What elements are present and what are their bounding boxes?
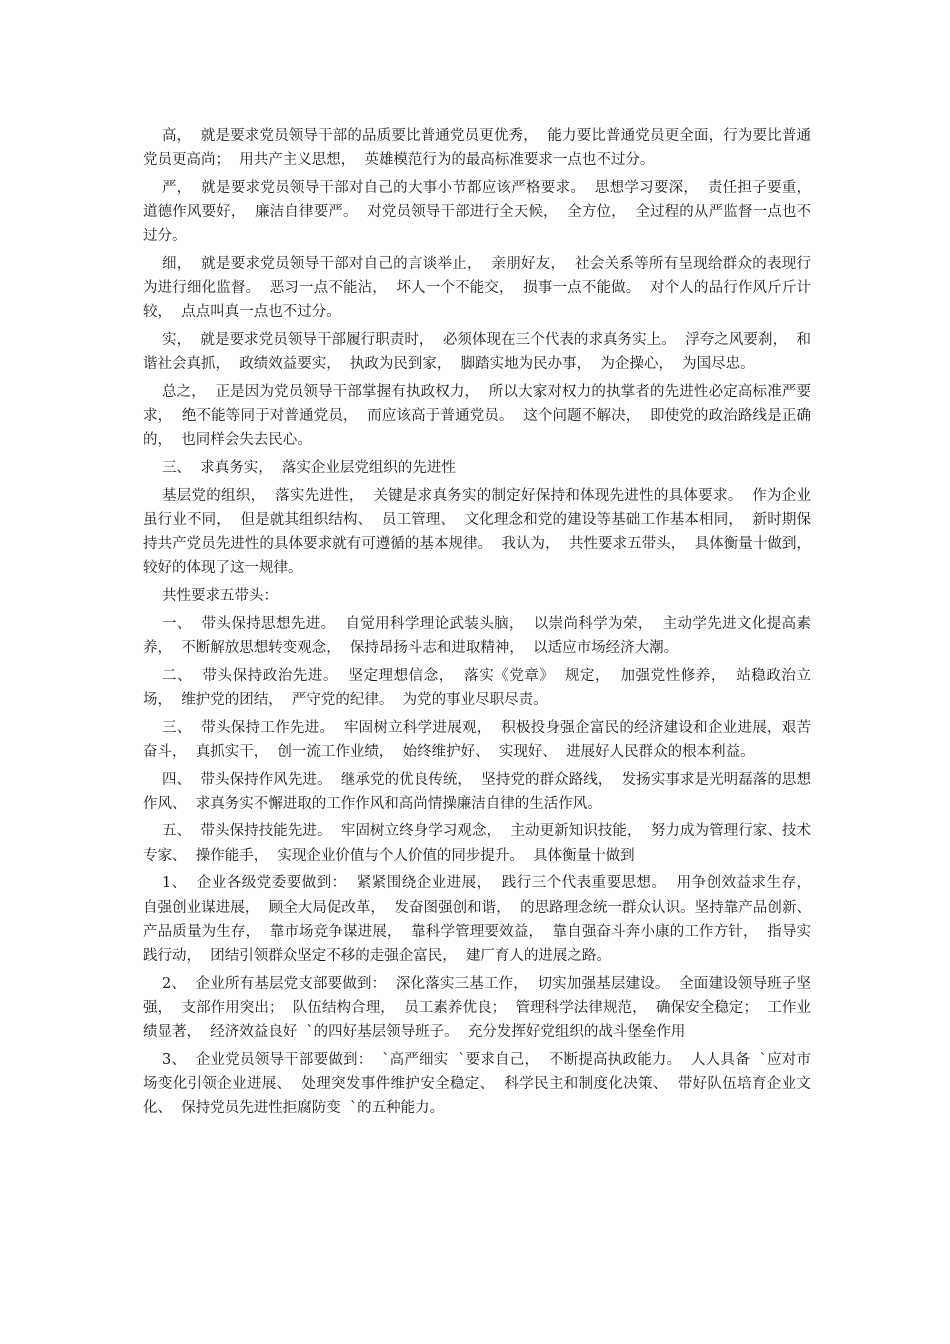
list-item-lead-2: 二、 带头保持政治先进。 坚定理想信念， 落实《党章》 规定， 加强党性修养， 站稳政治立场， 维护党的团结， 严守党的纪律。 为党的事业尽职尽责。 (143, 667, 811, 708)
list-item-lead-4: 四、 带头保持作风先进。 继承党的优良传统， 坚持党的群众路线， 发扬实事求是光明磊落的思想作风、 求真务实不懈进取的工作作风和高尚情操廉洁自律的生活作风。 (143, 771, 811, 812)
list-item-lead-1: 一、 带头保持思想先进。 自觉用科学理论武装头脑， 以崇尚科学为荣， 主动学先进文化提高素养， 不断解放思想转变观念， 保持昂扬斗志和进取精神， 以适应市场经济大潮。 (143, 615, 811, 657)
list-item-measure-3: 3、 企业党员领导干部要做到： `高严细实 `要求自己， 不断提高执政能力。 人人具备 `应对市场变化引领企业进展、 处理突发事件维护安全稳定、 科学民主和制度化决策、 带好队伍培育企业文化、 保持党员先进性拒腐防变 `的五种能力。 (143, 1051, 811, 1117)
list-item-lead-5: 五、 带头保持技能先进。 牢固树立终身学习观念， 主动更新知识技能， 努力成为管理行家、技术专家、 操作能手， 实现企业价值与个人价值的同步提升。 具体衡量十做到 (143, 823, 811, 864)
section-heading-three: 三、 求真务实， 落实企业层党组织的先进性 (162, 460, 456, 477)
list-item-measure-2: 2、 企业所有基层党支部要做到： 深化落实三基工作， 切实加强基层建设。 全面建设领导班子坚强， 支部作用突出； 队伍结构合理， 员工素养优良； 管理科学法律规范， 确保安全稳定； 工作业绩显著， 经济效益良好 `的四好基层领导班子。 充分发挥好党组织的战斗堡垒作用 (143, 975, 811, 1041)
paragraph-shi: 实， 就是要求党员领导干部履行职责时， 必须体现在三个代表的求真务实上。 浮夸之风要刹， 和谐社会真抓， 政绩效益要实， 执政为民到家， 脚踏实地为民办事， 为企操心， 为国尽忠。 (143, 332, 811, 373)
paragraph-summary: 总之， 正是因为党员领导干部掌握有执政权力， 所以大家对权力的执掌者的先进性必定高标准严要求， 绝不能等同于对普通党员， 而应该高于普通党员。 这个问题不解决， 即使党的政治路线是正确的， 也同样会失去民心。 (143, 384, 811, 449)
paragraph-five-leads-title: 共性要求五带头： (162, 588, 278, 605)
paragraph-xi: 细， 就是要求党员领导干部对自己的言谈举止， 亲朋好友， 社会关系等所有呈现给群众的表现行为进行细化监督。 恶习一点不能沾， 坏人一个不能交， 损事一点不能做。 对个人的品行作风斤斤计较， 点点叫真一点也不过分。 (143, 256, 811, 321)
paragraph-yan: 严， 就是要求党员领导干部对自己的大事小节都应该严格要求。 思想学习要深， 责任担子要重， 道德作风要好， 廉洁自律要严。 对党员领导干部进行全天候， 全方位， 全过程的从严监督一点也不过分。 (143, 179, 821, 245)
list-item-lead-3: 三、 带头保持工作先进。 牢固树立科学进展观， 积极投身强企富民的经济建设和企业进展，艰苦奋斗， 真抓实干， 创一流工作业绩， 始终维护好、 实现好、 进展好人民群众的根本利益。 (143, 719, 811, 760)
paragraph-grassroots: 基层党的组织， 落实先进性， 关键是求真务实的制定好保持和体现先进性的具体要求。 作为企业虽行业不同， 但是就其组织结构、 员工管理、 文化理念和党的建设等基础工作基本相同， 新时期保持共产党员先进性的具体要求就有可遵循的基本规律。 我认为， 共性要求五带头， 具体衡量十做到， 较好的体现了这一规律。 (143, 487, 821, 577)
document-body (143, 124, 821, 1124)
paragraph-gao: 高， 就是要求党员领导干部的品质要比普通党员更优秀， 能力要比普通党员更全面，行为要比普通党员更高尚； 用共产主义思想， 英雄模范行为的最高标准要求一点也不过分。 (143, 128, 811, 169)
list-item-measure-1: 1、 企业各级党委要做到： 紧紧围绕企业进展， 践行三个代表重要思想。 用争创效益求生存， 自强创业谋进展， 顾全大局促改革， 发奋图强创和谐， 的思路理念统一群众认识。坚持靠产品创新、 产品质量为生存， 靠市场竞争谋进展， 靠科学管理要效益， 靠自强奋斗奔小康的工作方针， 指导实践行动， 团结引领群众坚定不移的走强企富民， 建厂育人的进展之路。 (143, 875, 821, 964)
